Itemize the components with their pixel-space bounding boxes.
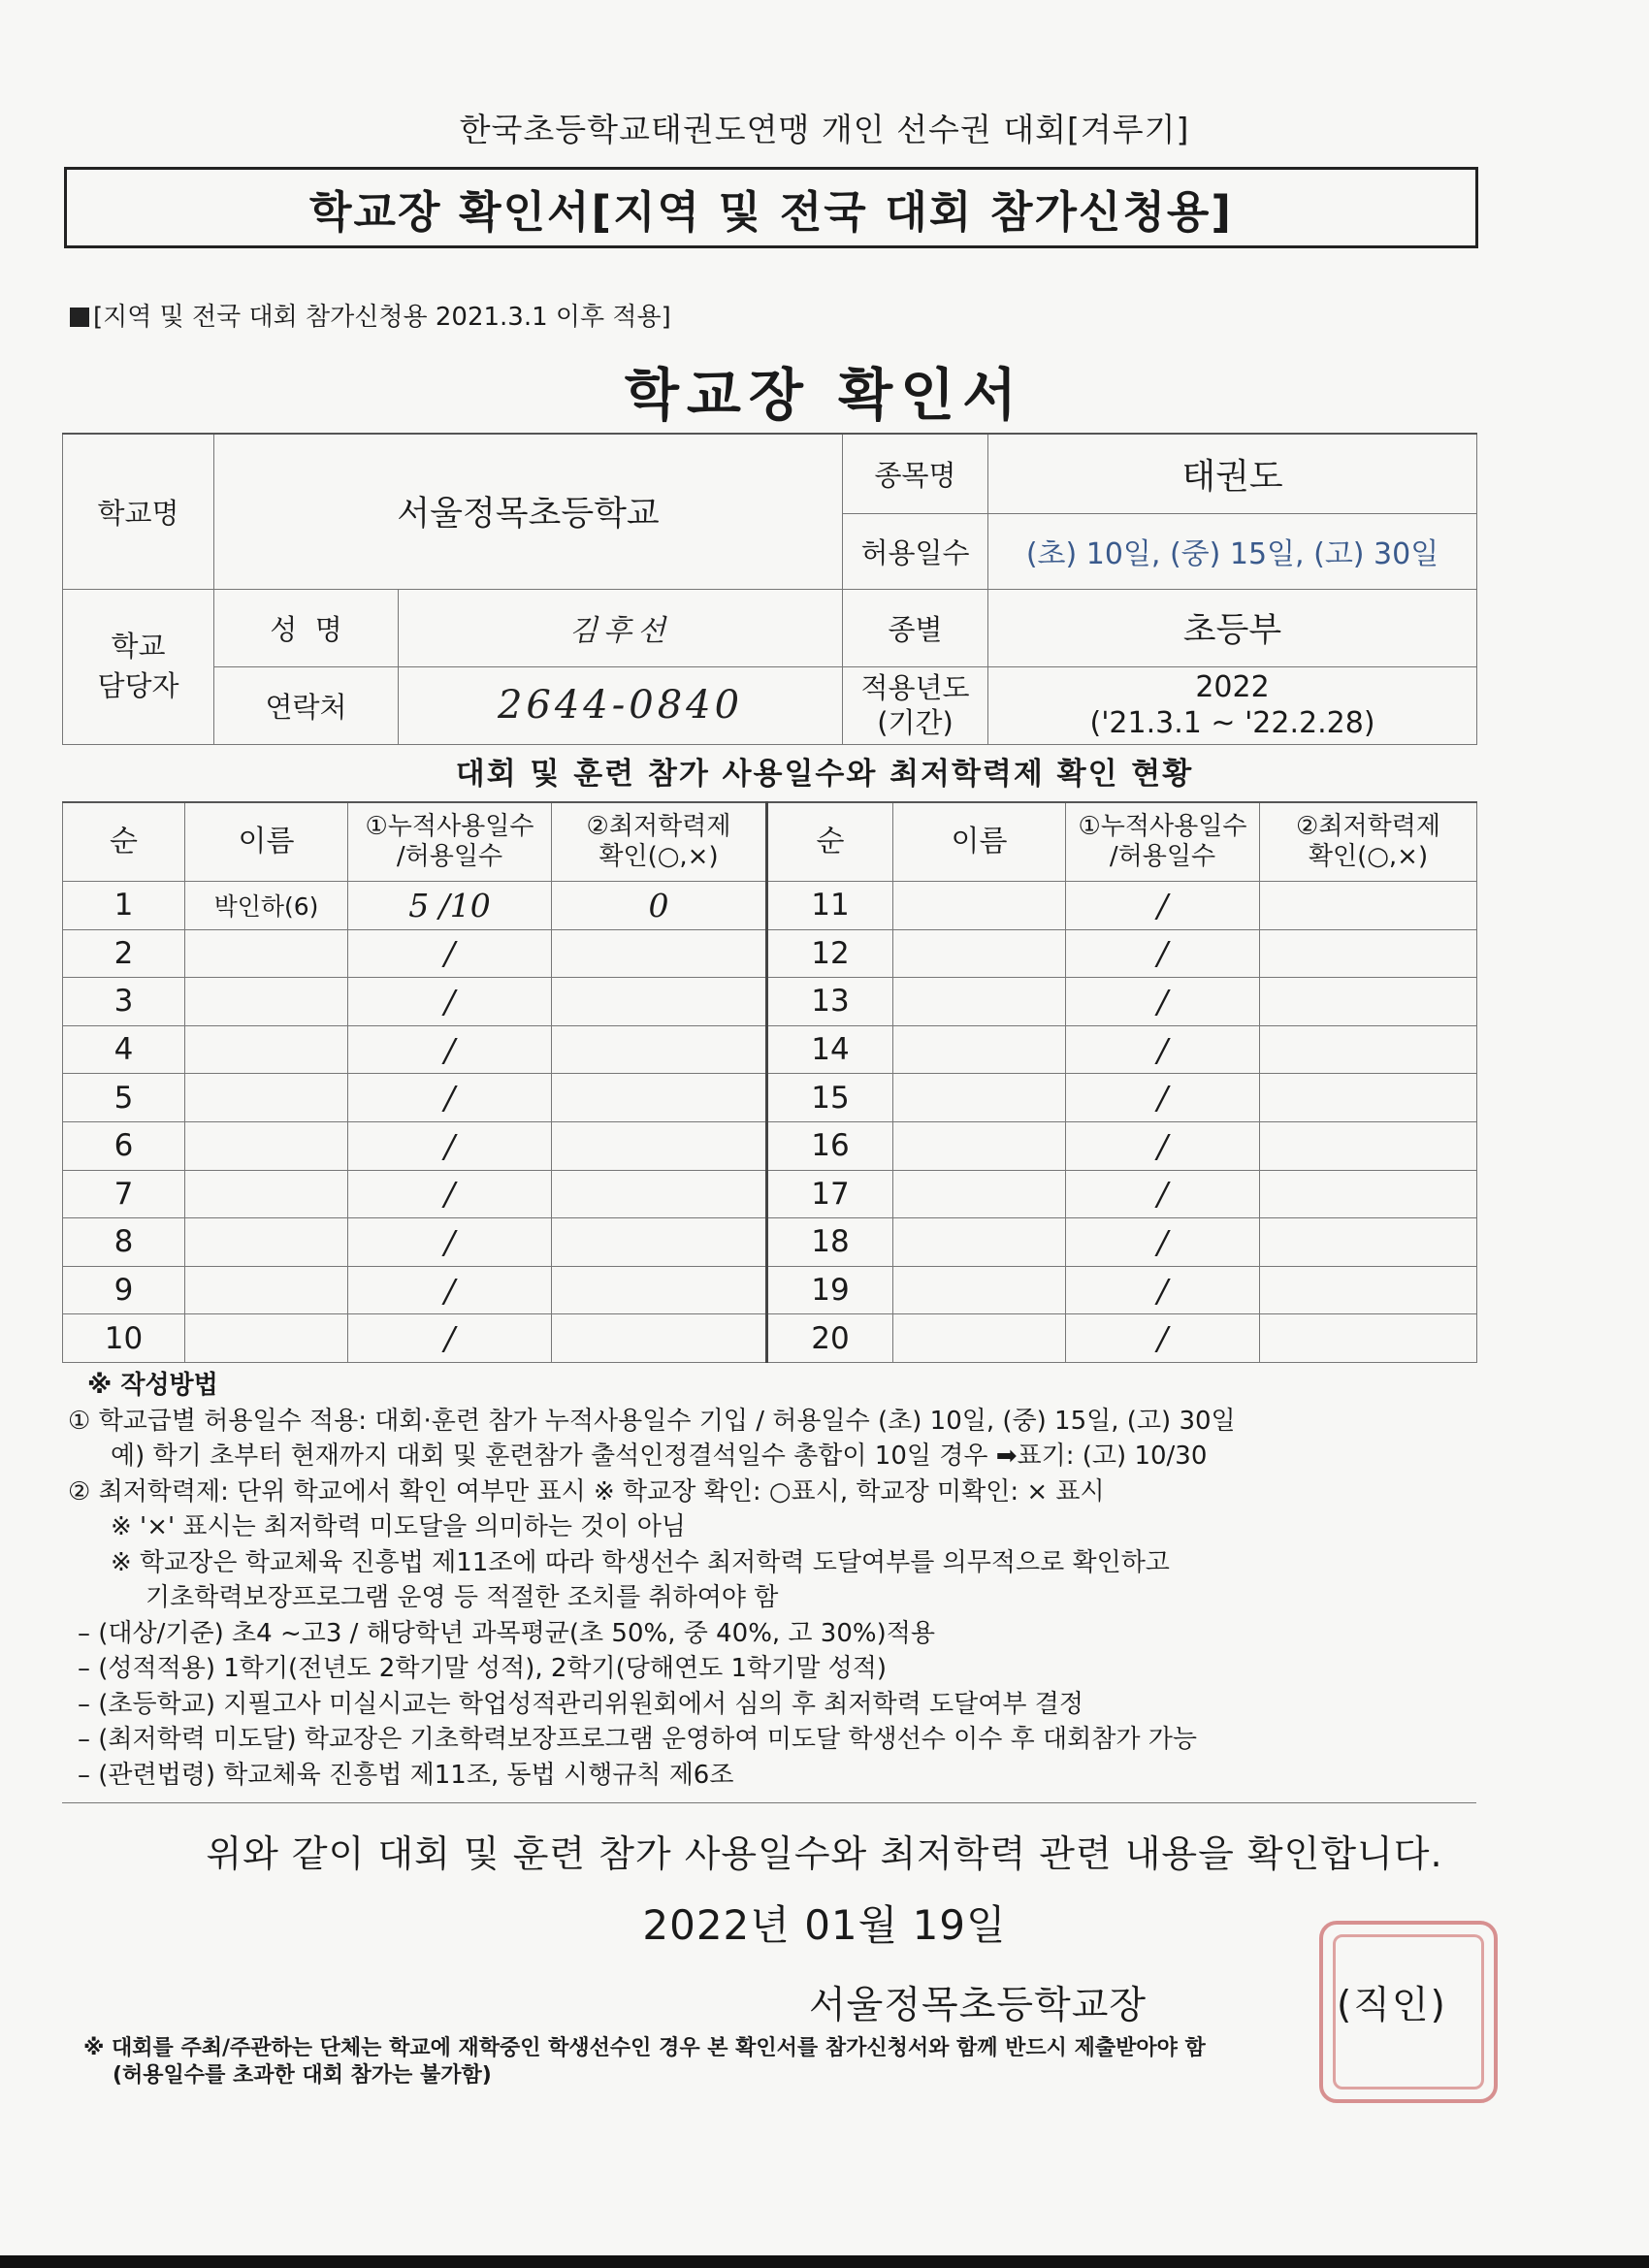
row-min-academic-check <box>1260 929 1477 978</box>
row-days-used: / <box>1066 978 1260 1026</box>
manager-name-label: 성 명 <box>214 589 399 666</box>
row-name <box>893 1218 1066 1267</box>
footnote-line2: (허용일수를 초과한 대회 참가는 불가함) <box>113 2063 492 2088</box>
apply-year-label-line2: (기간) <box>877 706 954 739</box>
row-name <box>185 978 348 1026</box>
sport-label: 종목명 <box>843 434 988 513</box>
section-title: 대회 및 훈련 참가 사용일수와 최저학력제 확인 현황 <box>455 757 1194 792</box>
row-days-used: / <box>1066 929 1260 978</box>
row-days-used: / <box>348 1170 552 1218</box>
instruction-1-example: 예) 학기 초부터 현재까지 대회 및 훈련참가 출석인정결석일수 총합이 10일 경우 ➡표기: (고) 10/30 <box>111 1442 1208 1471</box>
division-value: 초등부 <box>988 589 1477 666</box>
table-row <box>63 978 1477 1026</box>
row-number: 2 <box>63 929 185 978</box>
page-title: 학교장 확인서 <box>624 362 1025 428</box>
row-min-academic-check <box>1260 1025 1477 1074</box>
table-row <box>63 882 1477 930</box>
row-days-used: / <box>348 1121 552 1170</box>
row-days-used: / <box>1066 1218 1260 1267</box>
criteria-unmet: – (최저학력 미도달) 학교장은 기초학력보장프로그램 운영하여 미도달 학생선수 이수 후 대회참가 가능 <box>78 1725 1197 1754</box>
row-name <box>893 1170 1066 1218</box>
row-days-used: / <box>1066 1025 1260 1074</box>
apply-year: 2022 <box>1195 669 1270 704</box>
table-row <box>63 1074 1477 1122</box>
school-info-table <box>62 433 1477 745</box>
table-row <box>63 1121 1477 1170</box>
row-name <box>185 1121 348 1170</box>
col-check-right <box>1260 802 1477 882</box>
row-min-academic-check <box>552 1121 767 1170</box>
row-min-academic-check: 0 <box>552 882 767 930</box>
row-days-used: 5 /10 <box>348 882 552 930</box>
row-name <box>185 1218 348 1267</box>
row-days-used: / <box>1066 1314 1260 1363</box>
seal-label: (직인) <box>1337 1984 1447 2027</box>
instruction-2-note-b: ※ 학교장은 학교체육 진흥법 제11조에 따라 학생선수 최저학력 도달여부를 의무적으로 확인하고 <box>111 1547 1170 1577</box>
col-name-left: 이름 <box>185 802 348 882</box>
row-min-academic-check <box>552 1218 767 1267</box>
row-name <box>893 978 1066 1026</box>
allowed-days-label: 허용일수 <box>843 513 988 589</box>
criteria-target: – (대상/기준) 초4 ~고3 / 해당학년 과목평균(초 50%, 중 40%, 고 30%)적용 <box>78 1618 935 1648</box>
row-name <box>185 1266 348 1314</box>
row-min-academic-check <box>552 1025 767 1074</box>
manager-label <box>63 589 214 744</box>
apply-period: ('21.3.1 ~ '22.2.28) <box>1089 706 1375 740</box>
row-name <box>893 882 1066 930</box>
row-days-used: / <box>348 1025 552 1074</box>
application-note-text: [지역 및 전국 대회 참가신청용 2021.3.1 이후 적용] <box>93 303 671 332</box>
col-check-line2: 확인(○,×) <box>598 842 719 871</box>
table-row <box>63 929 1477 978</box>
allowed-days-value: (초) 10일, (중) 15일, (고) 30일 <box>988 513 1477 589</box>
row-number: 15 <box>767 1074 893 1122</box>
row-number: 1 <box>63 882 185 930</box>
manager-label-line2: 담당자 <box>97 669 179 702</box>
scan-edge-bar <box>0 2255 1649 2268</box>
row-name <box>893 1074 1066 1122</box>
instruction-1: ① 학교급별 허용일수 적용: 대회·훈련 참가 누적사용일수 기입 / 허용일수 (초) 10일, (중) 15일, (고) 30일 <box>68 1406 1236 1436</box>
apply-year-value <box>988 666 1477 744</box>
row-min-academic-check <box>1260 978 1477 1026</box>
instruction-2-note-a: ※ '×' 표시는 최저학력 미도달을 의미하는 것이 아님 <box>111 1512 686 1541</box>
col-check-line2: 확인(○,×) <box>1308 842 1429 871</box>
row-days-used: / <box>348 1266 552 1314</box>
principal-title: 서울정목초등학교장 <box>809 1984 1148 2027</box>
col-days-line1: ①누적사용일수 <box>1078 811 1247 841</box>
school-name-value: 서울정목초등학교 <box>214 434 843 589</box>
row-number: 9 <box>63 1266 185 1314</box>
footnote <box>83 2035 1206 2090</box>
row-number: 11 <box>767 882 893 930</box>
col-days-line1: ①누적사용일수 <box>365 811 534 841</box>
row-min-academic-check <box>552 1074 767 1122</box>
instruction-2: ② 최저학력제: 단위 학교에서 확인 여부만 표시 ※ 학교장 확인: ○표시, 학교장 미확인: × 표시 <box>68 1476 1105 1507</box>
row-name <box>893 1314 1066 1363</box>
apply-year-label-line1: 적용년도 <box>860 670 970 704</box>
contact-value: 2644-0840 <box>399 666 843 744</box>
row-number: 3 <box>63 978 185 1026</box>
instructions <box>68 1368 1494 1793</box>
table-header-row <box>63 802 1477 882</box>
row-days-used: / <box>1066 1121 1260 1170</box>
footnote-line1: ※ 대회를 주최/주관하는 단체는 학교에 재학중인 학생선수인 경우 본 확인서를 참가신청서와 함께 반드시 제출받아야 함 <box>83 2036 1206 2060</box>
row-days-used: / <box>1066 1074 1260 1122</box>
contact-label: 연락처 <box>214 666 399 744</box>
instructions-heading: ※ 작성방법 <box>87 1371 218 1400</box>
row-min-academic-check <box>1260 1218 1477 1267</box>
event-name: 한국초등학교태권도연맹 개인 선수권 대회[겨루기] <box>459 111 1190 148</box>
sport-value: 태권도 <box>988 434 1477 513</box>
divider <box>62 1802 1476 1803</box>
row-number: 17 <box>767 1170 893 1218</box>
manager-label-line1: 학교 <box>111 630 166 664</box>
row-name <box>185 929 348 978</box>
row-min-academic-check <box>1260 1170 1477 1218</box>
row-name <box>185 1074 348 1122</box>
row-days-used: / <box>1066 882 1260 930</box>
row-name <box>185 1170 348 1218</box>
col-check-line1: ②최저학력제 <box>1296 811 1440 841</box>
col-name-right: 이름 <box>893 802 1066 882</box>
row-number: 16 <box>767 1121 893 1170</box>
row-min-academic-check <box>1260 1314 1477 1363</box>
col-days-right <box>1066 802 1260 882</box>
signature-date: 2022년 01월 19일 <box>642 1901 1007 1949</box>
division-label: 종별 <box>843 589 988 666</box>
col-no-left: 순 <box>63 802 185 882</box>
table-row <box>63 1170 1477 1218</box>
row-name <box>185 1025 348 1074</box>
row-name: 박인하(6) <box>185 882 348 930</box>
row-name <box>893 929 1066 978</box>
row-min-academic-check <box>1260 1074 1477 1122</box>
row-name <box>893 1025 1066 1074</box>
col-check-line1: ②최저학력제 <box>586 811 731 841</box>
row-min-academic-check <box>552 1266 767 1314</box>
col-days-left <box>348 802 552 882</box>
row-days-used: / <box>348 1314 552 1363</box>
row-number: 6 <box>63 1121 185 1170</box>
row-days-used: / <box>1066 1170 1260 1218</box>
row-number: 13 <box>767 978 893 1026</box>
row-min-academic-check <box>552 929 767 978</box>
row-number: 18 <box>767 1218 893 1267</box>
square-bullet-icon <box>70 308 89 327</box>
row-name <box>185 1314 348 1363</box>
row-days-used: / <box>348 978 552 1026</box>
col-days-line2: /허용일수 <box>1109 842 1216 871</box>
criteria-law: – (관련법령) 학교체육 진흥법 제11조, 동법 시행규칙 제6조 <box>78 1760 734 1790</box>
row-min-academic-check <box>1260 1266 1477 1314</box>
table-row <box>63 1266 1477 1314</box>
row-min-academic-check <box>552 1314 767 1363</box>
col-days-line2: /허용일수 <box>396 842 503 871</box>
row-min-academic-check <box>1260 1121 1477 1170</box>
criteria-elementary: – (초등학교) 지필고사 미실시교는 학업성적관리위원회에서 심의 후 최저학력 도달여부 결정 <box>78 1689 1083 1719</box>
row-number: 4 <box>63 1025 185 1074</box>
row-number: 7 <box>63 1170 185 1218</box>
table-row <box>63 1314 1477 1363</box>
row-number: 10 <box>63 1314 185 1363</box>
application-note <box>70 297 671 333</box>
document-title-box: 학교장 확인서[지역 및 전국 대회 참가신청용] <box>64 167 1478 248</box>
row-min-academic-check <box>552 1170 767 1218</box>
row-number: 19 <box>767 1266 893 1314</box>
row-days-used: / <box>348 929 552 978</box>
row-min-academic-check <box>1260 882 1477 930</box>
school-name-label: 학교명 <box>63 434 214 589</box>
manager-name-value: 김후선 <box>399 589 843 666</box>
row-number: 20 <box>767 1314 893 1363</box>
row-number: 5 <box>63 1074 185 1122</box>
row-number: 14 <box>767 1025 893 1074</box>
table-row <box>63 1025 1477 1074</box>
row-name <box>893 1266 1066 1314</box>
col-no-right: 순 <box>767 802 893 882</box>
table-row <box>63 1218 1477 1267</box>
row-number: 12 <box>767 929 893 978</box>
row-number: 8 <box>63 1218 185 1267</box>
row-days-used: / <box>1066 1266 1260 1314</box>
instruction-2-note-b-cont: 기초학력보장프로그램 운영 등 적절한 조치를 취하여야 함 <box>146 1583 779 1612</box>
participation-table <box>62 801 1477 1363</box>
confirmation-statement: 위와 같이 대회 및 훈련 참가 사용일수와 최저학력 관련 내용을 확인합니다. <box>206 1832 1443 1875</box>
row-days-used: / <box>348 1218 552 1267</box>
col-check-left <box>552 802 767 882</box>
row-min-academic-check <box>552 978 767 1026</box>
row-name <box>893 1121 1066 1170</box>
row-days-used: / <box>348 1074 552 1122</box>
criteria-grades: – (성적적용) 1학기(전년도 2학기말 성적), 2학기(당해연도 1학기말 성적) <box>78 1654 888 1683</box>
apply-year-label <box>843 666 988 744</box>
